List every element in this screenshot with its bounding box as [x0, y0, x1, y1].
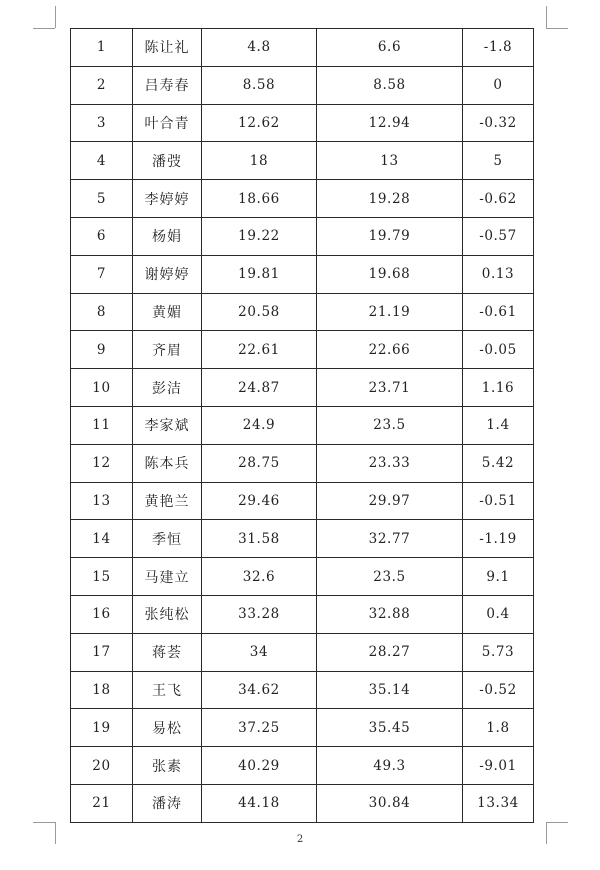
row-number-cell: 10 [71, 369, 133, 407]
crop-mark-bottom-right-h [546, 822, 568, 823]
value-a-cell: 18 [202, 142, 317, 180]
difference-cell: -0.05 [463, 331, 534, 369]
value-a-cell: 19.81 [202, 255, 317, 293]
row-number-cell: 18 [71, 671, 133, 709]
difference-cell: 1.4 [463, 406, 534, 444]
value-a-cell: 40.29 [202, 747, 317, 785]
value-a-cell: 44.18 [202, 784, 317, 822]
value-a-cell: 34.62 [202, 671, 317, 709]
value-b-cell: 23.33 [317, 444, 463, 482]
difference-cell: 0 [463, 66, 534, 104]
table-row [71, 633, 534, 671]
difference-cell: -1.8 [463, 29, 534, 67]
row-number-cell: 11 [71, 406, 133, 444]
row-number-cell: 13 [71, 482, 133, 520]
crop-mark-top-right-h [546, 28, 568, 29]
value-a-cell: 31.58 [202, 520, 317, 558]
difference-cell: 0.4 [463, 595, 534, 633]
value-a-cell: 19.22 [202, 217, 317, 255]
value-b-cell: 13 [317, 142, 463, 180]
name-cell: 黄艳兰 [133, 482, 202, 520]
row-number-cell: 3 [71, 104, 133, 142]
name-cell: 蒋荟 [133, 633, 202, 671]
value-a-cell: 18.66 [202, 180, 317, 218]
name-cell: 彭洁 [133, 369, 202, 407]
table-row [71, 444, 534, 482]
value-a-cell: 28.75 [202, 444, 317, 482]
table-row [71, 66, 534, 104]
data-table [70, 28, 534, 823]
value-b-cell: 35.14 [317, 671, 463, 709]
value-a-cell: 32.6 [202, 558, 317, 596]
difference-cell: -0.52 [463, 671, 534, 709]
name-cell: 陈本兵 [133, 444, 202, 482]
name-cell: 易松 [133, 709, 202, 747]
row-number-cell: 15 [71, 558, 133, 596]
page-number: 2 [296, 834, 304, 845]
name-cell: 陈让礼 [133, 29, 202, 67]
row-number-cell: 4 [71, 142, 133, 180]
table-row [71, 29, 534, 67]
value-b-cell: 23.71 [317, 369, 463, 407]
difference-cell: 0.13 [463, 255, 534, 293]
value-b-cell: 23.5 [317, 558, 463, 596]
row-number-cell: 20 [71, 747, 133, 785]
row-number-cell: 16 [71, 595, 133, 633]
table-row [71, 255, 534, 293]
table-row [71, 709, 534, 747]
row-number-cell: 9 [71, 331, 133, 369]
value-b-cell: 6.6 [317, 29, 463, 67]
name-cell: 潘弢 [133, 142, 202, 180]
value-a-cell: 12.62 [202, 104, 317, 142]
row-number-cell: 5 [71, 180, 133, 218]
row-number-cell: 7 [71, 255, 133, 293]
name-cell: 李家斌 [133, 406, 202, 444]
table-row [71, 331, 534, 369]
difference-cell: -1.19 [463, 520, 534, 558]
value-a-cell: 8.58 [202, 66, 317, 104]
value-b-cell: 23.5 [317, 406, 463, 444]
value-b-cell: 19.28 [317, 180, 463, 218]
value-b-cell: 28.27 [317, 633, 463, 671]
table-row [71, 369, 534, 407]
table-row [71, 520, 534, 558]
value-b-cell: 21.19 [317, 293, 463, 331]
name-cell: 潘涛 [133, 784, 202, 822]
name-cell: 齐眉 [133, 331, 202, 369]
difference-cell: -9.01 [463, 747, 534, 785]
value-a-cell: 24.87 [202, 369, 317, 407]
name-cell: 李婷婷 [133, 180, 202, 218]
value-b-cell: 30.84 [317, 784, 463, 822]
name-cell: 张纯松 [133, 595, 202, 633]
row-number-cell: 21 [71, 784, 133, 822]
value-a-cell: 29.46 [202, 482, 317, 520]
value-a-cell: 24.9 [202, 406, 317, 444]
value-b-cell: 19.68 [317, 255, 463, 293]
value-a-cell: 22.61 [202, 331, 317, 369]
difference-cell: -0.57 [463, 217, 534, 255]
data-table-body [71, 29, 534, 823]
table-row [71, 217, 534, 255]
row-number-cell: 17 [71, 633, 133, 671]
row-number-cell: 12 [71, 444, 133, 482]
table-row [71, 747, 534, 785]
difference-cell: 1.16 [463, 369, 534, 407]
table-row [71, 482, 534, 520]
value-b-cell: 49.3 [317, 747, 463, 785]
difference-cell: -0.51 [463, 482, 534, 520]
name-cell: 黄媚 [133, 293, 202, 331]
table-row [71, 671, 534, 709]
value-a-cell: 37.25 [202, 709, 317, 747]
difference-cell: 9.1 [463, 558, 534, 596]
crop-mark-bottom-left-h [33, 822, 55, 823]
difference-cell: -0.61 [463, 293, 534, 331]
difference-cell: 5.42 [463, 444, 534, 482]
row-number-cell: 1 [71, 29, 133, 67]
value-b-cell: 35.45 [317, 709, 463, 747]
value-b-cell: 19.79 [317, 217, 463, 255]
value-b-cell: 29.97 [317, 482, 463, 520]
value-b-cell: 8.58 [317, 66, 463, 104]
name-cell: 叶合青 [133, 104, 202, 142]
difference-cell: -0.62 [463, 180, 534, 218]
value-b-cell: 32.77 [317, 520, 463, 558]
table-row [71, 558, 534, 596]
name-cell: 吕寿春 [133, 66, 202, 104]
row-number-cell: 6 [71, 217, 133, 255]
row-number-cell: 8 [71, 293, 133, 331]
value-a-cell: 33.28 [202, 595, 317, 633]
difference-cell: -0.32 [463, 104, 534, 142]
row-number-cell: 2 [71, 66, 133, 104]
difference-cell: 5 [463, 142, 534, 180]
crop-mark-top-right-v [546, 6, 547, 28]
value-b-cell: 12.94 [317, 104, 463, 142]
name-cell: 谢婷婷 [133, 255, 202, 293]
value-b-cell: 22.66 [317, 331, 463, 369]
table-row [71, 104, 534, 142]
value-a-cell: 4.8 [202, 29, 317, 67]
row-number-cell: 14 [71, 520, 133, 558]
name-cell: 杨娟 [133, 217, 202, 255]
difference-cell: 5.73 [463, 633, 534, 671]
table-row [71, 406, 534, 444]
difference-cell: 13.34 [463, 784, 534, 822]
name-cell: 王飞 [133, 671, 202, 709]
name-cell: 季恒 [133, 520, 202, 558]
table-row [71, 142, 534, 180]
difference-cell: 1.8 [463, 709, 534, 747]
table-row [71, 784, 534, 822]
row-number-cell: 19 [71, 709, 133, 747]
name-cell: 张素 [133, 747, 202, 785]
value-b-cell: 32.88 [317, 595, 463, 633]
table-row [71, 180, 534, 218]
table-row [71, 595, 534, 633]
value-a-cell: 20.58 [202, 293, 317, 331]
crop-mark-top-left-h [33, 28, 55, 29]
value-a-cell: 34 [202, 633, 317, 671]
name-cell: 马建立 [133, 558, 202, 596]
crop-mark-top-left-v [55, 6, 56, 28]
table-row [71, 293, 534, 331]
